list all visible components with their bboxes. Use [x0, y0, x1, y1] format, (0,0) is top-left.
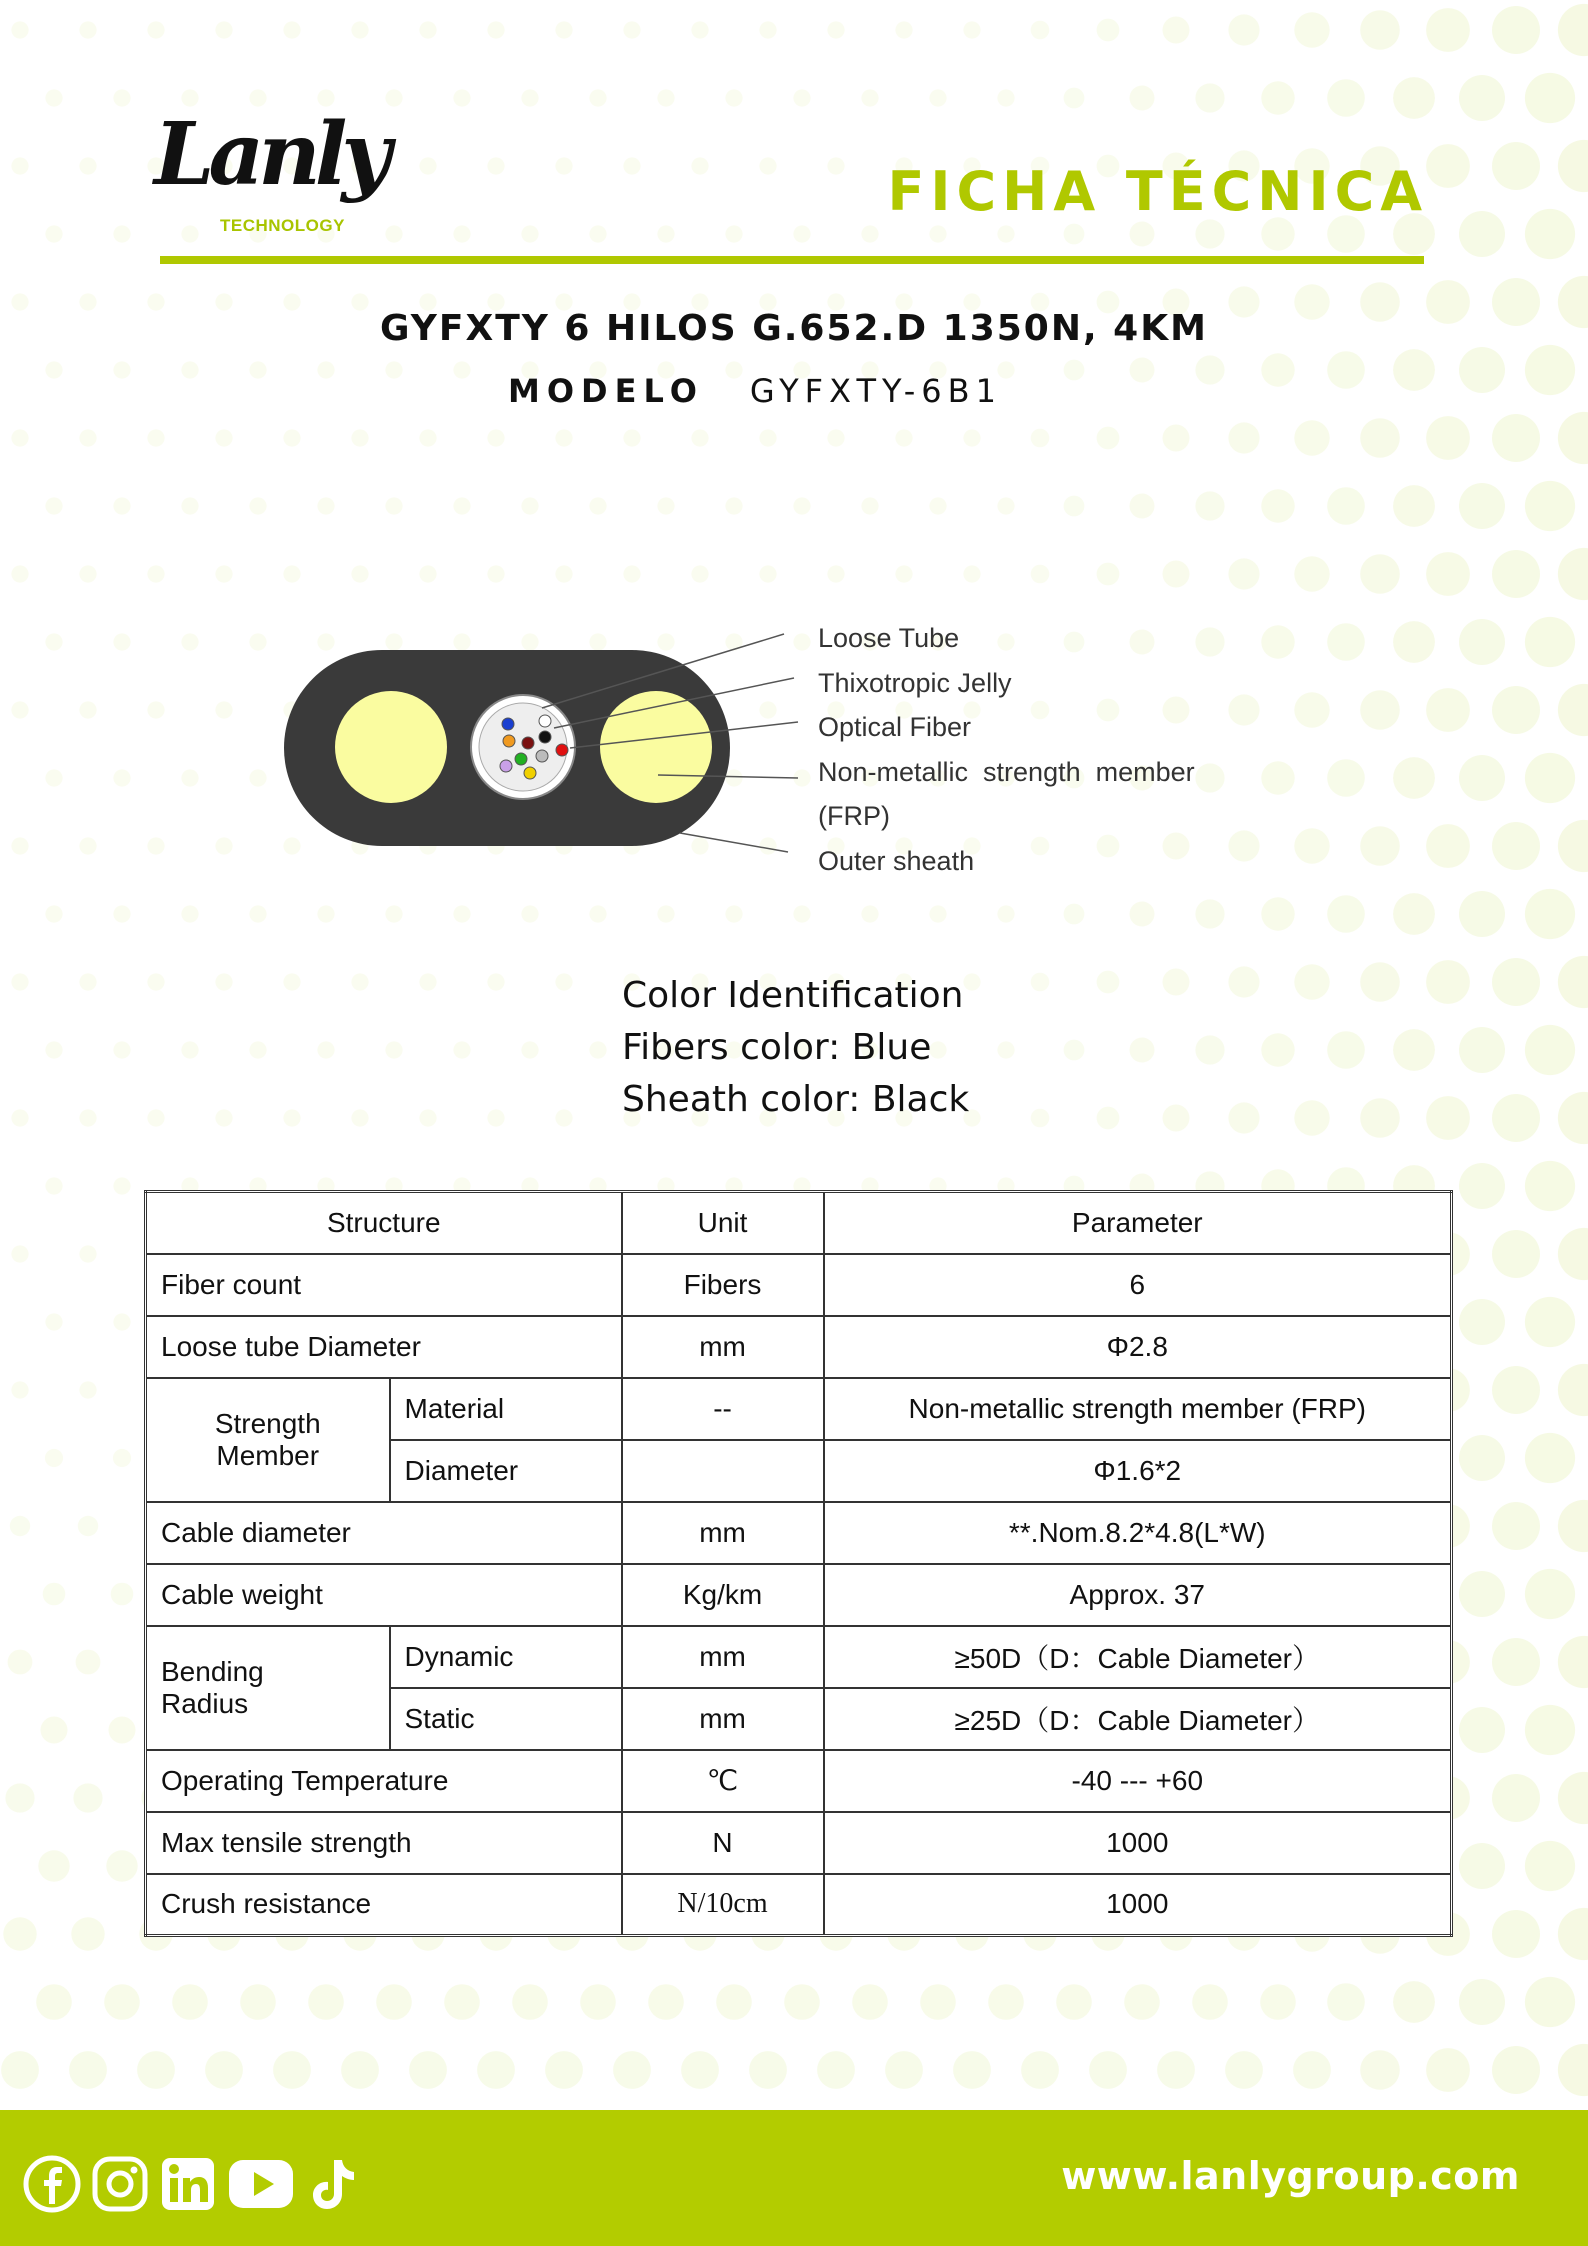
row-unit: mm	[622, 1502, 824, 1564]
row-label: Cable weight	[146, 1564, 622, 1626]
callout-loose-tube: Loose Tube	[818, 623, 960, 653]
footer-bar	[0, 2110, 1588, 2246]
logo-wordmark: Lanly	[154, 104, 386, 205]
row-value: Φ1.6*2	[824, 1440, 1452, 1502]
brand-logo	[150, 104, 386, 242]
table-row	[146, 1316, 1452, 1378]
table-row	[146, 1378, 1452, 1440]
row-label: Fiber count	[146, 1254, 622, 1316]
header-unit: Unit	[622, 1192, 824, 1254]
sheath-color: Sheath color: Black	[622, 1079, 970, 1120]
frp-right-shape	[600, 691, 712, 803]
color-id-heading: Color Identification	[622, 975, 964, 1016]
row-value: ≥25D（D：Cable Diameter）	[824, 1688, 1452, 1750]
row-unit: N/10cm	[622, 1874, 824, 1936]
row-label: Operating Temperature	[146, 1750, 622, 1812]
model-row	[508, 372, 1002, 410]
row-value: **.Nom.8.2*4.8(L*W)	[824, 1502, 1452, 1564]
row-value: 1000	[824, 1874, 1452, 1936]
row-sublabel: Static	[390, 1688, 622, 1750]
table-row	[146, 1874, 1452, 1936]
header-parameter: Parameter	[824, 1192, 1452, 1254]
callout-thixotropic-jelly: Thixotropic Jelly	[818, 667, 1012, 698]
callout-frp: (FRP)	[818, 801, 890, 831]
row-value: Approx. 37	[824, 1564, 1452, 1626]
product-name: GYFXTY 6 HILOS G.652.D 1350N, 4KM	[380, 308, 1208, 349]
row-value: Non-metallic strength member (FRP)	[824, 1378, 1452, 1440]
row-sublabel: Material	[390, 1378, 622, 1440]
linkedin-icon[interactable]	[158, 2154, 218, 2214]
callout-strength-member: Non-metallic strength member	[818, 756, 1195, 787]
row-unit: mm	[622, 1626, 824, 1688]
header-structure: Structure	[146, 1192, 622, 1254]
table-row	[146, 1254, 1452, 1316]
row-sublabel: Dynamic	[390, 1626, 622, 1688]
row-label: Crush resistance	[146, 1874, 622, 1936]
row-unit: mm	[622, 1316, 824, 1378]
row-value: 1000	[824, 1812, 1452, 1874]
row-label: Loose tube Diameter	[146, 1316, 622, 1378]
row-value: ≥50D（D：Cable Diameter）	[824, 1626, 1452, 1688]
strength-member-label: Strength Member	[146, 1378, 390, 1502]
table-row	[146, 1502, 1452, 1564]
row-unit: N	[622, 1812, 824, 1874]
callout-outer-sheath: Outer sheath	[818, 845, 975, 876]
bending-radius-label: Bending Radius	[146, 1626, 390, 1750]
row-unit	[622, 1440, 824, 1502]
social-links	[22, 2154, 360, 2214]
instagram-icon[interactable]	[90, 2154, 150, 2214]
tiktok-icon[interactable]	[304, 2154, 360, 2214]
row-unit: Kg/km	[622, 1564, 824, 1626]
row-value: 6	[824, 1254, 1452, 1316]
website-link[interactable]: www.lanlygroup.com	[1061, 2154, 1520, 2198]
callout-optical-fiber: Optical Fiber	[818, 712, 972, 742]
color-identification	[622, 970, 969, 1126]
row-value: -40 --- +60	[824, 1750, 1452, 1812]
diagram-callouts	[818, 616, 1195, 883]
table-row	[146, 1812, 1452, 1874]
title-divider	[160, 256, 1424, 264]
row-label: Max tensile strength	[146, 1812, 622, 1874]
row-sublabel: Diameter	[390, 1440, 622, 1502]
table-header-row	[146, 1192, 1452, 1254]
spec-table	[144, 1190, 1453, 1937]
logo-subtitle: TECHNOLOGY	[220, 216, 345, 235]
model-value: GYFXTY-6B1	[749, 372, 1002, 410]
row-unit: Fibers	[622, 1254, 824, 1316]
fibers-color: Fibers color: Blue	[622, 1027, 932, 1068]
row-label: Cable diameter	[146, 1502, 622, 1564]
table-row	[146, 1626, 1452, 1688]
youtube-icon[interactable]	[226, 2154, 296, 2214]
model-label: MODELO	[508, 372, 704, 410]
row-unit: ℃	[622, 1750, 824, 1812]
row-unit: --	[622, 1378, 824, 1440]
row-unit: mm	[622, 1688, 824, 1750]
facebook-icon[interactable]	[22, 2154, 82, 2214]
row-value: Φ2.8	[824, 1316, 1452, 1378]
table-row	[146, 1564, 1452, 1626]
frp-left-shape	[335, 691, 447, 803]
table-row	[146, 1750, 1452, 1812]
document-title: FICHA TÉCNICA	[887, 160, 1428, 223]
